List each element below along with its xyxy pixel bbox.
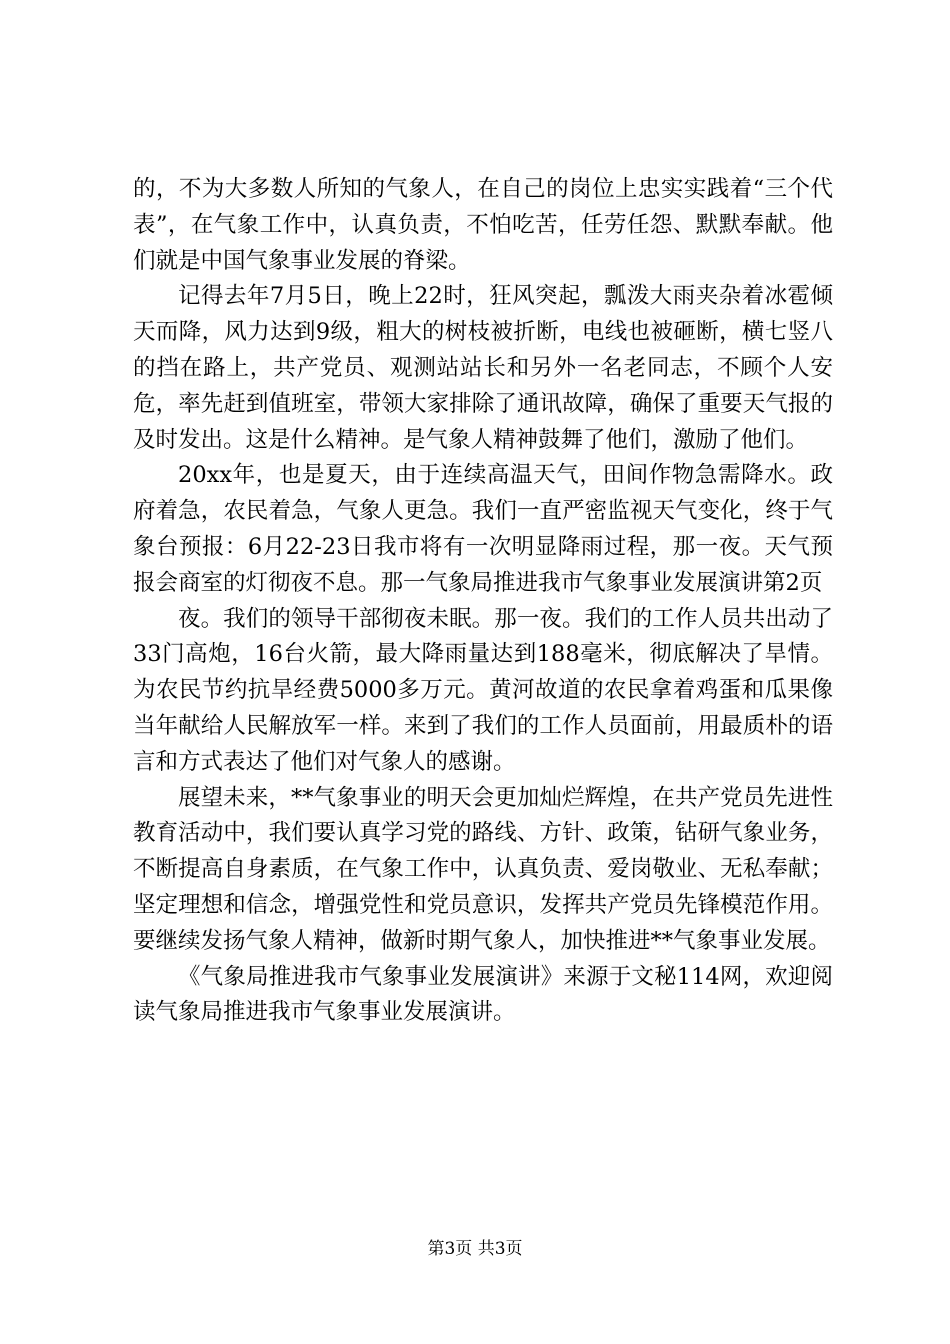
paragraph-4: 夜。我们的领导干部彻夜未眠。那一夜。我们的工作人员共出动了33门高炮，16台火箭，最大降雨量达到188毫米，彻底解决了旱情。为农民节约抗旱经费5000多万元。黄河故道的农民拿着鸡蛋和瓜果像当年献给人民解放军一样。来到了我们的工作人员面前，用最质朴的语言和方式表达了他们对气象人的感谢。 [133, 605, 833, 775]
paragraph-1: 的，不为大多数人所知的气象人，在自己的岗位上忠实实践着“三个代表”，在气象工作中，认真负责，不怕吃苦，任劳任怨、默默奉献。他们就是中国气象事业发展的脊梁。 [133, 176, 833, 274]
paragraph-3: 20xx年，也是夏天，由于连续高温天气，田间作物急需降水。政府着急，农民着急，气象人更急。我们一直严密监视天气变化，终于气象台预报：6月22-23日我市将有一次明显降雨过程，那一夜。天气预报会商室的灯彻夜不息。那一气象局推进我市气象事业发展演讲第2页 [133, 462, 833, 596]
page-footer: 第3页 共3页 [427, 1239, 523, 1259]
paragraph-5: 展望未来，**气象事业的明天会更加灿烂辉煌，在共产党员先进性教育活动中，我们要认真学习党的路线、方针、政策，钻研气象业务，不断提高自身素质，在气象工作中，认真负责、爱岗敬业、无私奉献；坚定理想和信念，增强党性和党员意识，发挥共产党员先锋模范作用。要继续发扬气象人精神，做新时期气象人，加快推进**气象事业发展。 [133, 784, 833, 954]
paragraph-6: 《气象局推进我市气象事业发展演讲》来源于文秘114网，欢迎阅读气象局推进我市气象事业发展演讲。 [133, 963, 833, 1026]
document-body [133, 172, 833, 1031]
paragraph-2: 记得去年7月5日，晚上22时，狂风突起，瓢泼大雨夹杂着冰雹倾天而降，风力达到9级，粗大的树枝被折断，电线也被砸断，横七竖八的挡在路上，共产党员、观测站站长和另外一名老同志，不顾个人安危，率先赶到值班室，带领大家排除了通讯故障，确保了重要天气报的及时发出。这是什么精神。是气象人精神鼓舞了他们，激励了他们。 [133, 283, 833, 453]
